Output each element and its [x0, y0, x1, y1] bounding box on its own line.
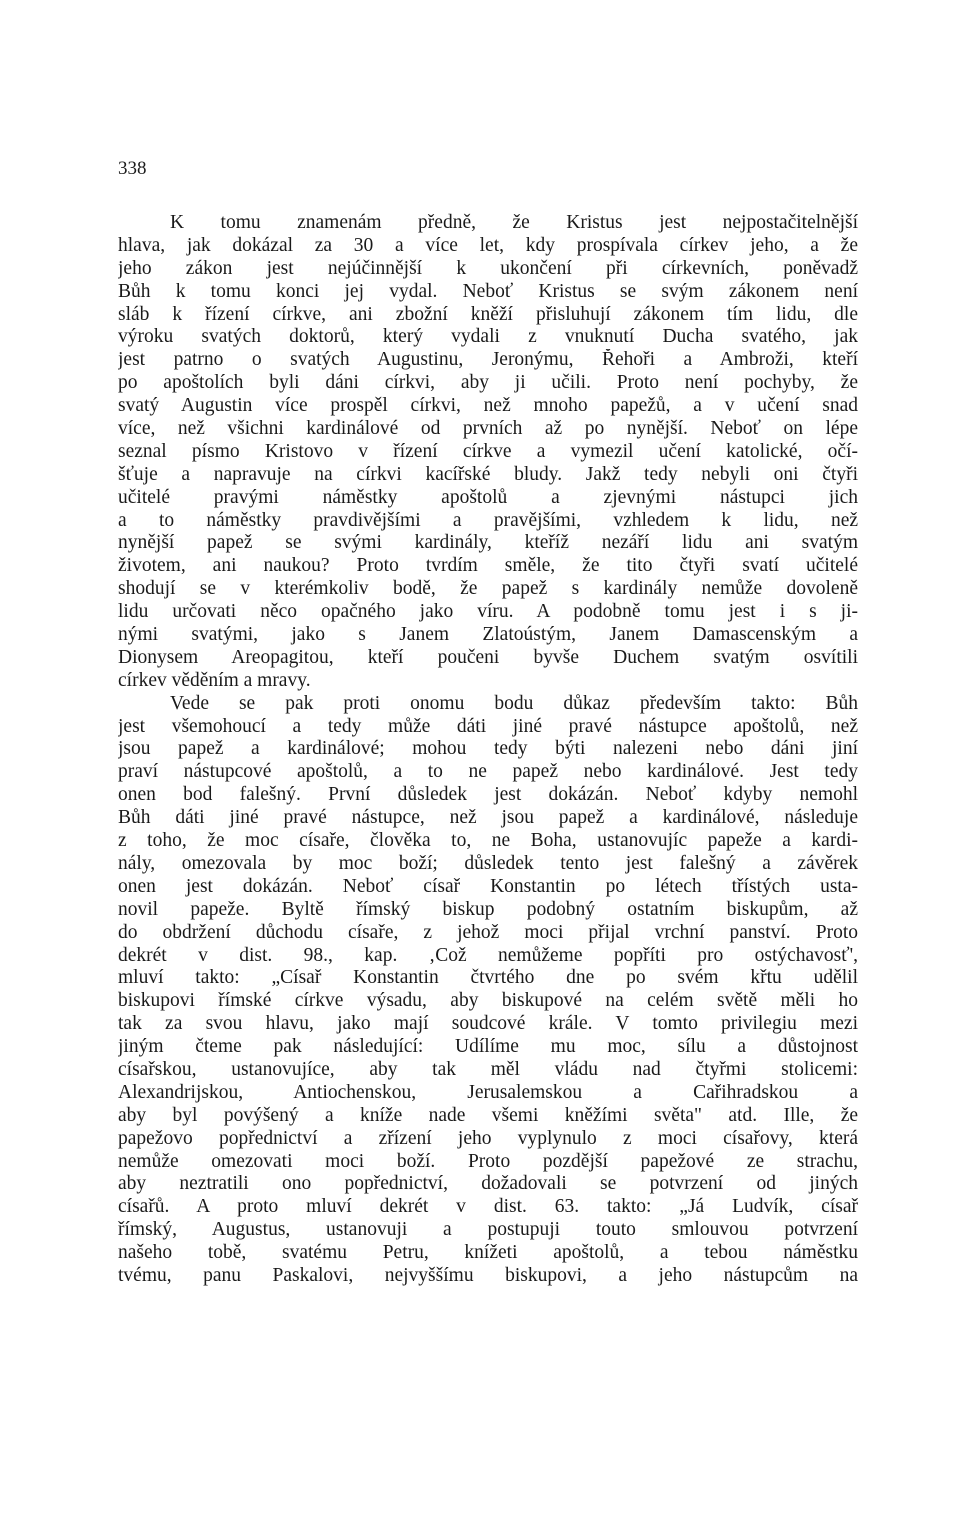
text-line: biskupovi římské církve výsadu, aby biskupové na celém světě měli ho — [118, 990, 858, 1012]
text-line: lidu určovati něco opačného jako víru. A podobně tomu jest i s ji- — [118, 601, 858, 623]
text-line: jiným čteme pak následující: Udílíme mu moc, sílu a důstojnost — [118, 1036, 858, 1058]
text-line: Bůh k tomu konci jej vydal. Neboť Kristus se svým zákonem není — [118, 280, 858, 302]
text-line: nynější papež se svými kardinály, kteříž nezáří lidu ani svatým — [118, 532, 858, 554]
text-line: Dionysem Areopagitou, kteří poučeni byvše Duchem svatým osvítili — [118, 646, 858, 668]
text-line: Alexandrijskou, Antiochenskou, Jerusalemskou a Cařihradskou a — [118, 1081, 858, 1103]
paragraph-1 — [118, 212, 858, 693]
text-line: jest patrno o svatých Augustinu, Jeronýmu, Řehoři a Ambroži, kteří — [118, 349, 858, 371]
text-line: tvému, panu Paskalovi, nejvyššímu biskupovi, a jeho nástupcům na — [118, 1264, 858, 1286]
text-line: našeho tobě, svatému Petru, knížeti apoštolů, a tebou náměstku — [118, 1242, 858, 1264]
text-line: onen jest dokázán. Neboť císař Konstantin po létech třístých usta- — [118, 875, 858, 897]
text-line: do obdržení důchodu císaře, z jehož moci přijal vrchní panství. Proto — [118, 921, 858, 943]
text-line: více, než všichni kardinálové od prvních až po nynější. Neboť on lépe — [118, 418, 858, 440]
text-line: životem, ani naukou? Proto tvrdím směle, že tito čtyři svatí učitelé — [118, 555, 858, 577]
text-line: učitelé pravými náměstky apoštolů a zjevnými nástupci jich — [118, 486, 858, 508]
text-line: praví nástupcové apoštolů, a to ne papež nebo kardinálové. Jest tedy — [118, 761, 858, 783]
paragraph-2 — [118, 693, 858, 1288]
text-line: jeho zákon jest nejúčinnější k ukončení při církevních, poněvadž — [118, 257, 858, 279]
text-line: onen bod falešný. První důsledek jest dokázán. Neboť kdyby nemohl — [118, 784, 858, 806]
text-line: seznal písmo Kristovo v řízení církve a vymezil učení katolické, očí- — [118, 440, 858, 462]
text-line: aby neztratili ono popřednictví, dožadovali se potvrzení od jiných — [118, 1173, 858, 1195]
text-line: císařskou, ustanovujíce, aby tak měl vládu nad čtyřmi stolicemi: — [118, 1058, 858, 1080]
text-line: a to náměstky pravdivějšími a pravějšími, vzhledem k lidu, než — [118, 509, 858, 531]
text-line: jest všemohoucí a tedy může dáti jiné pravé nástupce apoštolů, než — [118, 715, 858, 737]
text-line: šťuje a napravuje na církvi kacířské bludy. Jakž tedy nebyli oni čtyři — [118, 463, 858, 485]
text-line: z toho, že moc císaře, člověka to, ne Boha, ustanovujíc papeže a kardi- — [118, 830, 858, 852]
text-line: novil papeže. Byltě římský biskup podobný ostatním biskupům, až — [118, 898, 858, 920]
text-line: Vede se pak proti onomu bodu důkaz především takto: Bůh — [170, 692, 858, 714]
text-line: papežovo popřednictví a zřízení jeho vyplynulo z moci císařovy, která — [118, 1127, 858, 1149]
text-line: K tomu znamenám předně, že Kristus jest nejpostačitelnější — [170, 212, 858, 233]
text-line: sláb k řízení církve, ani zbožní kněží přisluhují zákonem tím lidu, dle — [118, 303, 858, 325]
text-line: jsou papež a kardinálové; mohou tedy býti nalezeni nebo dáni jiní — [118, 738, 858, 760]
text-line: shodují se v kterémkoliv bodě, že papež s kardinály nemůže dovoleně — [118, 578, 858, 600]
text-line: výroku svatých doktorů, který vydali z vnuknutí Ducha svatého, jak — [118, 326, 858, 348]
text-line: po apoštolích byli dáni církvi, aby ji učili. Proto není pochyby, že — [118, 372, 858, 394]
text-line: dekrét v dist. 98., kap. ‚Což nemůžeme popříti pro ostýchavosť', — [118, 944, 858, 966]
text-line: římský, Augustus, ustanovuji a postupuji touto smlouvou potvrzení — [118, 1219, 858, 1241]
text-line: nemůže omezovati moci boží. Proto pozdější papežové ze strachu, — [118, 1150, 858, 1172]
text-line: císařů. A proto mluví dekrét v dist. 63. takto: „Já Ludvík, císař — [118, 1196, 858, 1218]
page-number: 338 — [118, 158, 147, 179]
body-text — [118, 212, 858, 1288]
text-line: svatý Augustin více prospěl církvi, než mnoho papežů, a v učení snad — [118, 395, 858, 417]
text-line: tak za svou hlavu, jako mají soudcové krále. V tomto privilegiu mezi — [118, 1013, 858, 1035]
text-line: aby byl povýšený a kníže nade všemi kněžími světa" atd. Ille, že — [118, 1104, 858, 1126]
text-line: církev věděním a mravy. — [118, 669, 311, 691]
text-line: mluví takto: „Císař Konstantin čtvrtého dne po svém křtu udělil — [118, 967, 858, 989]
text-line: nály, omezovala by moc boží; důsledek tento jest falešný a závěrek — [118, 852, 858, 874]
text-line: hlava, jak dokázal za 30 a více let, kdy prospívala církev jeho, a že — [118, 234, 858, 256]
text-line: Bůh dáti jiné pravé nástupce, než jsou papež a kardinálové, následuje — [118, 807, 858, 829]
text-line: nými svatými, jako s Janem Zlatoústým, Janem Damascenským a — [118, 624, 858, 646]
